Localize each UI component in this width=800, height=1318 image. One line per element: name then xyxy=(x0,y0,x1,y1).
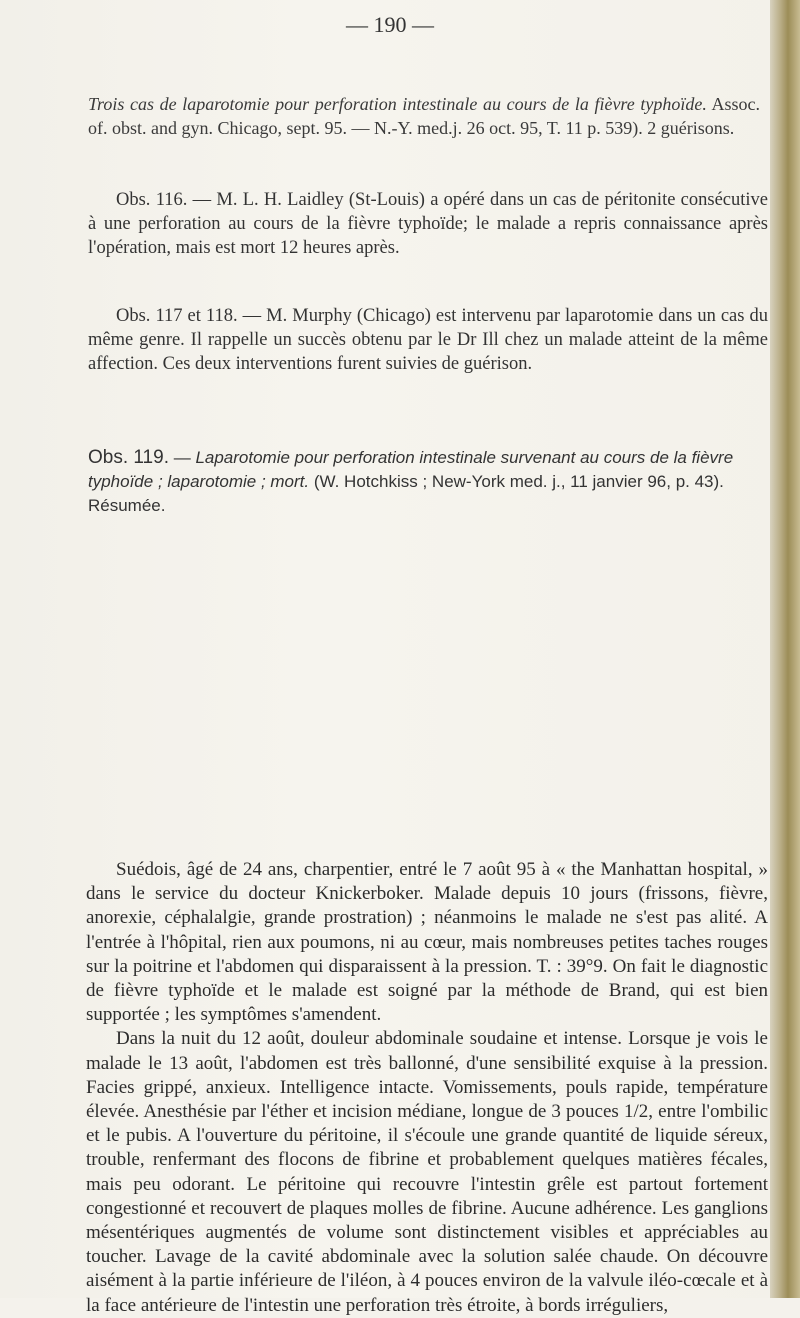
observation-116: Obs. 116. — M. L. H. Laidley (St-Louis) a opéré dans un cas de péritonite consécutive à une perforation au cours de la fièvre typhoïde; le malade a repris connaissance après l'opération, mais est mort 12 heures après. xyxy=(88,190,768,258)
case-narrative xyxy=(86,858,768,1318)
observation-119-header: Obs. 119. — Laparotomie pour perforation intestinale survenant au cours de la fièvre typhoïde ; laparotomie ; mort. (W. Hotchkiss ; New-York med. j., 11 janvier 96, p. 43). Résumée. xyxy=(88,447,734,515)
page-number: — 190 — xyxy=(346,12,434,37)
reference-source: Assoc. of. obst. and gyn. Chicago, sept. 95. — N.-Y. med.j. 26 oct. 95, T. 11 p. 539). 2 guérisons. xyxy=(88,94,760,138)
page-binding-edge xyxy=(770,0,800,1298)
case-paragraph-2: Dans la nuit du 12 août, douleur abdominale soudaine et intense. Lorsque je vois le malade le 13 août, l'abdomen est très ballonné, d'une sensibilité exquise à la pression. Facies grippé, anxieux. Intelligence intacte. Vomissements, pouls rapide, température élevée. Anesthésie par l'éther et incision médiane, longue de 3 pouces 1/2, entre l'ombilic et le pubis. A l'ouverture du péritoine, il s'écoule une grande quantité de liquide séreux, trouble, renfermant des flocons de fibrine et probablement quelques matières fécales, mais peu odorant. Le péritoine qui recouvre l'intestin grêle est partout fortement congestionné et recouvert de plaques molles de fibrine. Aucune adhérence. Les ganglions mésentériques augmentés de volume sont distinctement visibles et appréciables au toucher. Lavage de la cavité abdominale avec la solution salée chaude. On découvre aisément à la partie inférieure de l'iléon, à 4 pouces environ de la valvule iléo-cœcale et à la face antérieure de l'intestin une perforation très étroite, à bords irréguliers, xyxy=(86,1028,768,1316)
observation-119-source: (W. Hotchkiss ; New-York med. j., 11 janvier 96, p. 43). Résumée. xyxy=(88,472,724,515)
bibliographic-reference xyxy=(88,92,760,140)
case-paragraph-1: Suédois, âgé de 24 ans, charpentier, entré le 7 août 95 à « the Manhattan hospital, » dans le service du docteur Knickerboker. Malade depuis 10 jours (frissons, fièvre, anorexie, céphalalgie, grande prostration) ; néanmoins le malade ne s'est pas alité. A l'entrée à l'hôpital, rien aux poumons, ni au cœur, mais nombreuses petites taches rouges sur la poitrine et l'abdomen qui disparaissent à la pression. T. : 39°9. On fait le diagnostic de fièvre typhoïde et le malade est soigné par la méthode de Brand, qui est bien supportée ; les symptômes s'amendent. xyxy=(86,859,768,1026)
observation-119-number: Obs. 119. xyxy=(88,447,169,468)
observation-117-118: Obs. 117 et 118. — M. Murphy (Chicago) est intervenu par laparotomie dans un cas du même genre. Il rappelle un succès obtenu par le Dr Ill chez un malade atteint de la même affection. Ces deux interventions furent suivies de guérison. xyxy=(88,306,768,374)
reference-title: Trois cas de laparotomie pour perforation intestinale au cours de la fièvre typhoïde. xyxy=(88,94,707,114)
observation-119-title: Laparotomie pour perforation intestinale survenant au cours de la fièvre typhoïde ; laparotomie ; mort. xyxy=(88,448,734,491)
